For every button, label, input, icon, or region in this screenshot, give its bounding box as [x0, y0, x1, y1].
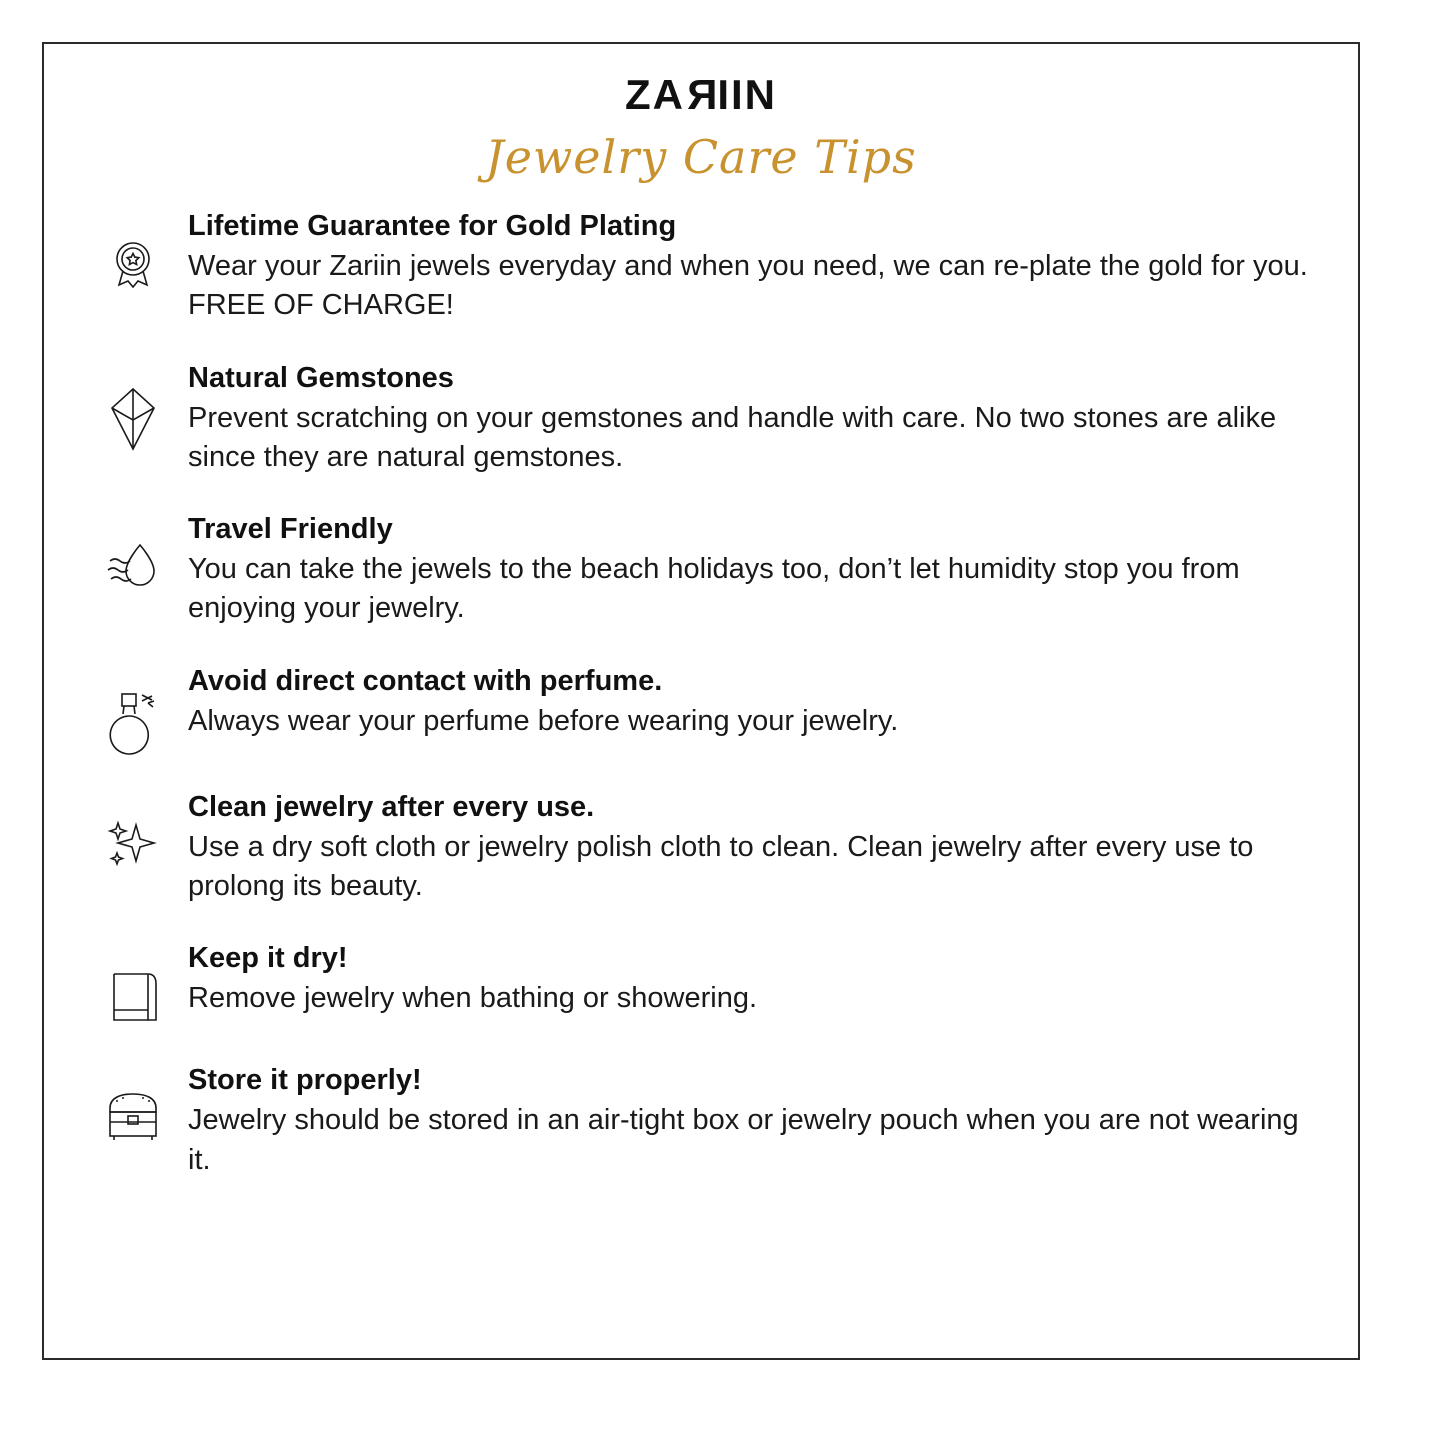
tips-list [44, 208, 1358, 1180]
jewelry-care-card [42, 42, 1360, 1360]
list-item-body: Jewelry should be stored in an air-tight box or jewelry pouch when you are not wearing it. [188, 1104, 1299, 1176]
list-item-body: Use a dry soft cloth or jewelry polish cloth to clean. Clean jewelry after every use to prolong its beauty. [188, 830, 1254, 902]
list-item [78, 789, 1332, 907]
page-subtitle: Jewelry Care Tips [485, 130, 917, 184]
list-item-body: You can take the jewels to the beach holidays too, don’t let humidity stop you from enjoying your jewelry. [188, 553, 1240, 625]
gemstone-icon [78, 360, 188, 452]
list-item [78, 208, 1332, 326]
jewelry-box-icon [78, 1062, 188, 1144]
water-drop-waves-icon [78, 511, 188, 595]
list-item-body: Always wear your perfume before wearing your jewelry. [188, 704, 899, 737]
sparkle-icon [78, 789, 188, 877]
list-item-body: Wear your Zariin jewels everyday and when you need, we can re-plate the gold for you. FREE OF CHARGE! [188, 250, 1308, 322]
list-item-text [188, 511, 1332, 629]
list-item-body: Remove jewelry when bathing or showering. [188, 982, 758, 1015]
list-item-body: Prevent scratching on your gemstones and handle with care. No two stones are alike since they are natural gemstones. [188, 401, 1277, 473]
list-item-title: Avoid direct contact with perfume. [188, 664, 663, 697]
list-item-text [188, 940, 1332, 1018]
brand-logo-part1: ZA [624, 71, 685, 118]
list-item-title: Travel Friendly [188, 513, 393, 546]
list-item-title: Lifetime Guarantee for Gold Plating [188, 210, 677, 242]
list-item [78, 663, 1332, 755]
list-item-title: Natural Gemstones [188, 361, 454, 394]
list-item [78, 511, 1332, 629]
list-item [78, 940, 1332, 1028]
list-item-text [188, 1062, 1332, 1180]
brand-logo-part2: IIN [717, 71, 777, 118]
list-item-text [188, 360, 1332, 478]
list-item-title: Store it properly! [188, 1064, 422, 1097]
award-badge-icon [78, 208, 188, 296]
list-item [78, 1062, 1332, 1180]
list-item-text [188, 789, 1332, 907]
perfume-bottle-icon [78, 663, 188, 755]
list-item-text [188, 663, 1332, 741]
towel-icon [78, 940, 188, 1028]
brand-logo [44, 71, 1358, 120]
list-item [78, 360, 1332, 478]
brand-logo-flipped-r: R [684, 71, 718, 118]
list-item-title: Keep it dry! [188, 942, 348, 975]
list-item-text [188, 208, 1332, 326]
list-item-title: Clean jewelry after every use. [188, 790, 595, 823]
